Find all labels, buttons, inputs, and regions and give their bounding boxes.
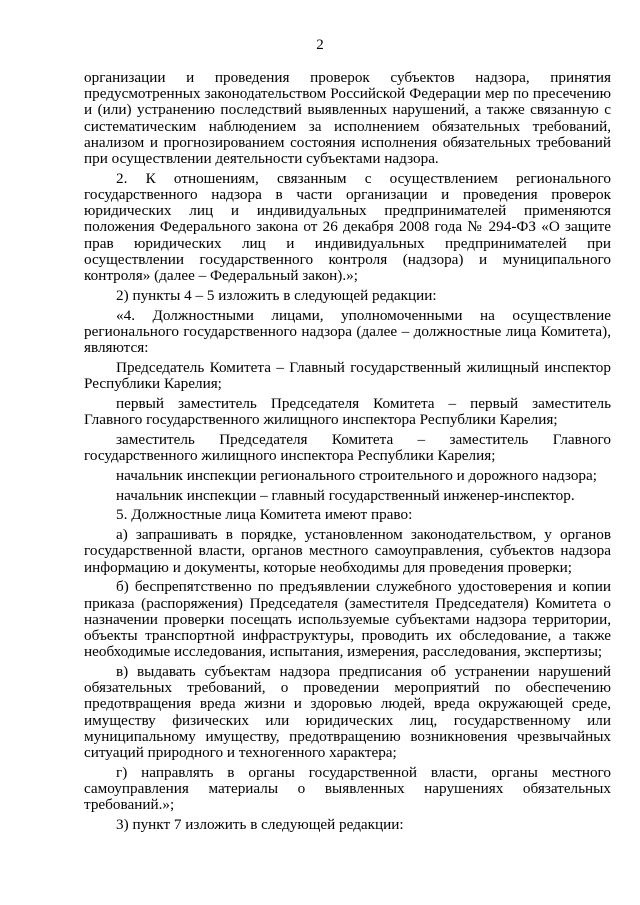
document-body bbox=[84, 70, 611, 837]
paragraph-clause-2: 2. К отношениям, связанным с осуществлением регионального государственного надзора в части организации и проведения проверок юридических лиц и индивидуальных предпринимателей применяются положения Федерального закона от 26 декабря 2008 года № 294-ФЗ «О защите прав юридических лиц и индивидуальных предпринимателей при осуществлении государственного контроля (надзора) и муниципального контроля» (далее – Федеральный закон).»; bbox=[84, 169, 611, 285]
paragraph-right-a: а) запрашивать в порядке, установленном законодательством, у органов государственной власти, органов местного самоуправления, субъектов надзора информацию и документы, которые необходимы для проведения проверки; bbox=[84, 526, 611, 576]
paragraph-official-chairman: Председатель Комитета – Главный государственный жилищный инспектор Республики Карелия; bbox=[84, 358, 611, 393]
page-number: 2 bbox=[316, 37, 324, 53]
paragraph-clause-5: 5. Должностные лица Комитета имеют право: bbox=[116, 506, 413, 524]
paragraph-official-deputy: заместитель Председателя Комитета – заместитель Главного государственного жилищного инспектора Республики Карелия; bbox=[84, 430, 611, 465]
paragraph-clause-4: «4. Должностными лицами, уполномоченными на осуществление регионального государственного надзора (далее – должностные лица Комитета), являются: bbox=[84, 306, 611, 357]
paragraph-amendment-3: 3) пункт 7 изложить в следующей редакции: bbox=[116, 816, 404, 834]
paragraph-official-head-regional: начальник инспекции регионального строительного и дорожного надзора; bbox=[116, 466, 597, 484]
paragraph-right-v: в) выдавать субъектам надзора предписания об устранении нарушений обязательных требований, о проведении мероприятий по обеспечению предотвращения вреда жизни и здоровью людей, вреда окружающей среде, имуществу физических или юридических лиц, государственному или муниципальному имуществу, предотвращению возникновения чрезвычайных ситуаций природного и техногенного характера; bbox=[84, 663, 611, 762]
paragraph-official-first-deputy: первый заместитель Председателя Комитета – первый заместитель Главного государственного жилищного инспектора Республики Карелия; bbox=[84, 394, 611, 429]
paragraph-amendment-2: 2) пункты 4 – 5 изложить в следующей редакции: bbox=[116, 286, 437, 304]
paragraph-continuation: организации и проведения проверок субъектов надзора, принятия предусмотренных законодательством Российской Федерации мер по пресечению и (или) устранению последствий выявленных нарушений, а также связанную с систематическим наблюдением за исполнением обязательных требований, анализом и прогнозированием состояния исполнения обязательных требований при осуществлении деятельности субъектами надзора. bbox=[84, 69, 611, 168]
paragraph-right-g: г) направлять в органы государственной власти, органы местного самоуправления материалы о выявленных нарушениях обязательных требований.»; bbox=[84, 763, 611, 814]
paragraph-right-b: б) беспрепятственно по предъявлении служебного удостоверения и копии приказа (распоряжения) Председателя (заместителя Председателя) Комитета о назначении проверки посещать используемые субъектами надзора территории, объекты транспортной инфраструктуры, проводить их обследование, а также необходимые исследования, испытания, измерения, расследования, экспертизы; bbox=[84, 578, 611, 661]
paragraph-official-head-chief-engineer: начальник инспекции – главный государственный инженер-инспектор. bbox=[116, 486, 575, 504]
